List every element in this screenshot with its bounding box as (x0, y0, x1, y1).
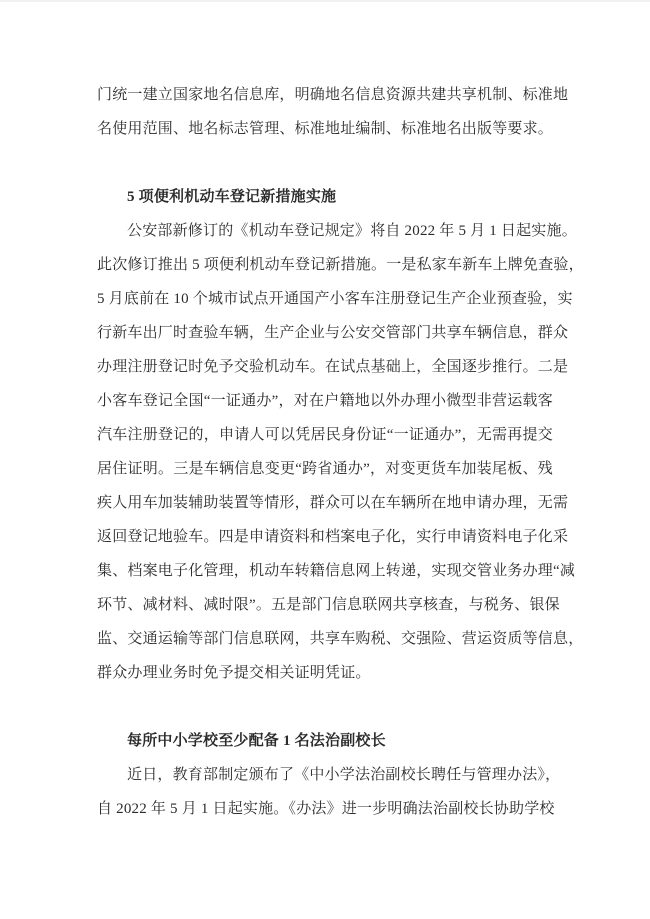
body-line: 行新车出厂时查验车辆，生产企业与公安交管部门共享车辆信息，群众 (97, 325, 569, 341)
section-heading: 5 项便利机动车登记新措施实施 (127, 189, 337, 205)
body-line: 小客车登记全国“一证通办”，对在户籍地以外办理小微型非营运载客 (97, 393, 553, 409)
body-line: 办理注册登记时免予交验机动车。在试点基础上，全国逐步推行。二是 (97, 359, 569, 375)
section-gap (97, 690, 553, 724)
section-gap (97, 146, 553, 180)
intro-line: 名使用范围、地名标志管理、标准地址编制、标准地名出版等要求。 (97, 121, 554, 137)
body-line: 集、档案电子化管理，机动车转籍信息网上转递，实现交管业务办理“减 (97, 563, 576, 579)
intro-line: 门统一建立国家地名信息库，明确地名信息资源共建共享机制、标准地 (97, 87, 569, 103)
body-line: 此次修订推出 5 项便利机动车登记新措施。一是私家车新车上牌免查验， (97, 257, 584, 273)
body-line: 返回登记地验车。四是申请资料和档案电子化，实行申请资料电子化采 (97, 529, 569, 545)
body-line: 近日，教育部制定颁布了《中小学法治副校长聘任与管理办法》， (127, 767, 561, 783)
body-line: 公安部新修订的《机动车登记规定》将自 2022 年 5 月 1 日起实施。 (127, 223, 577, 239)
document-text-block (0, 2, 650, 826)
section-heading: 每所中小学校至少配备 1 名法治副校长 (127, 733, 386, 749)
body-line: 居住证明。三是车辆信息变更“跨省通办”，对变更货车加装尾板、残 (97, 461, 553, 477)
body-line: 环节、减材料、减时限”。五是部门信息联网共享核查，与税务、银保 (97, 597, 560, 613)
body-line: 监、交通运输等部门信息联网，共享车购税、交强险、营运资质等信息， (97, 631, 584, 647)
body-line: 疾人用车加装辅助装置等情形，群众可以在车辆所在地申请办理，无需 (97, 495, 569, 511)
body-line: 汽车注册登记的，申请人可以凭居民身份证“一证通办”，无需再提交 (97, 427, 553, 443)
body-line: 5 月底前在 10 个城市试点开通国产小客车注册登记生产企业预查验，实 (97, 291, 573, 307)
body-line: 自 2022 年 5 月 1 日起实施。《办法》进一步明确法治副校长协助学校 (97, 801, 555, 817)
body-line: 群众办理业务时免予提交相关证明凭证。 (97, 665, 371, 681)
